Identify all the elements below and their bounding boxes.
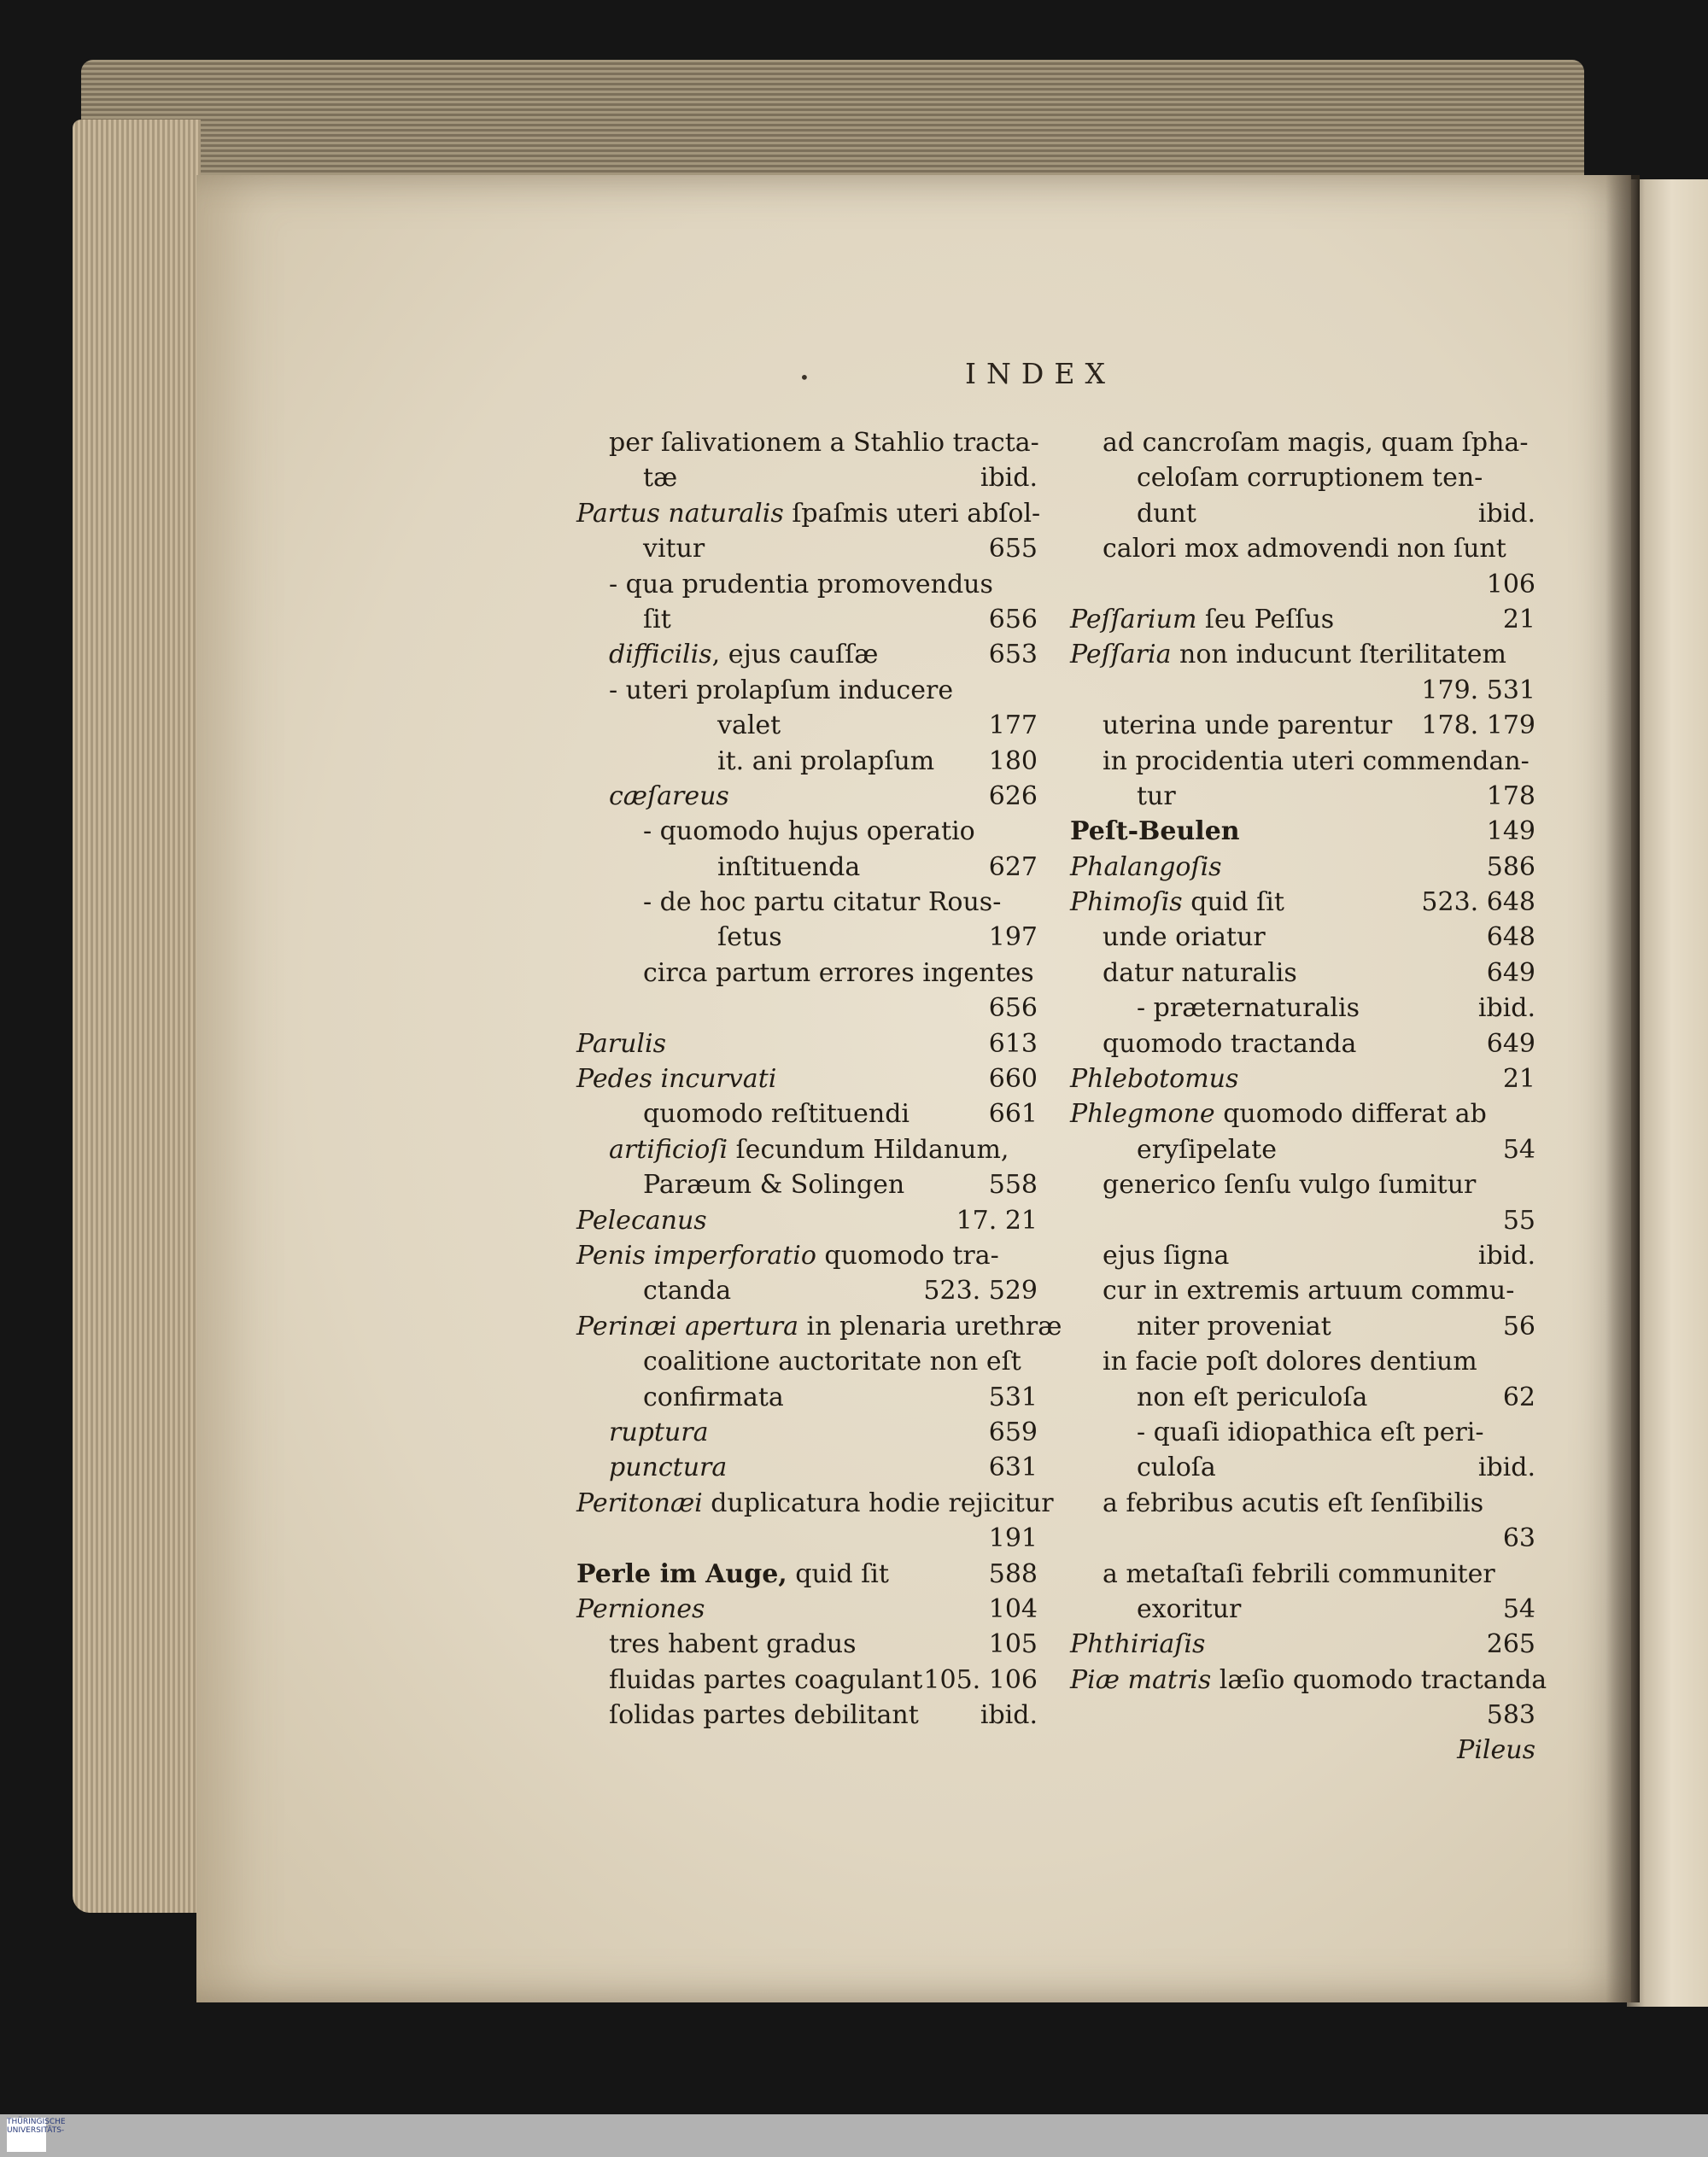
index-line (1070, 1096, 1535, 1131)
index-term: - de hoc partu citatur Rous- (643, 887, 1002, 918)
index-line (576, 1344, 1038, 1379)
index-line (576, 1521, 1038, 1556)
page-reference: 106 (1486, 569, 1535, 599)
index-line (1070, 1203, 1535, 1238)
page-reference: 659 (988, 1417, 1038, 1447)
index-line (576, 1663, 1038, 1698)
index-term: tres habent gradus (609, 1629, 857, 1660)
index-line (1070, 1380, 1535, 1415)
index-term: datur naturalis (1103, 957, 1297, 988)
index-line (576, 885, 1038, 920)
index-term: Peſſarium ſeu Peſſus (1070, 604, 1335, 634)
page-reference: 21 (1502, 1064, 1535, 1095)
index-term: in facie poſt dolores dentium (1103, 1347, 1477, 1377)
page-reference: 649 (1486, 1028, 1535, 1059)
ink-dot: • (799, 367, 810, 388)
index-line (1070, 637, 1535, 672)
page-reference: 149 (1486, 816, 1535, 847)
index-term: ctanda (643, 1276, 732, 1306)
index-line (576, 744, 1038, 779)
index-line (576, 1061, 1038, 1096)
index-term: fluidas partes coagulant (609, 1664, 923, 1695)
index-line (1070, 991, 1535, 1026)
index-term: Piæ matris læſio quomodo tractanda (1070, 1664, 1547, 1695)
index-term: celoſam corruptionem ten- (1137, 463, 1483, 494)
index-term: - uteri prolapſum inducere (609, 675, 954, 705)
index-term: non eſt periculoſa (1137, 1382, 1368, 1412)
index-line (1070, 1698, 1535, 1733)
index-line (576, 531, 1038, 566)
index-line (1070, 1273, 1535, 1308)
index-line (1070, 1167, 1535, 1202)
index-line (1070, 779, 1535, 814)
index-line (576, 567, 1038, 602)
page-reference: 558 (988, 1170, 1038, 1201)
page-reference: 191 (988, 1523, 1038, 1554)
index-line (1070, 1450, 1535, 1485)
page-reference: 626 (988, 780, 1038, 811)
index-line (1070, 1132, 1535, 1167)
page-reference: 54 (1502, 1134, 1535, 1165)
page-reference: 265 (1486, 1629, 1535, 1660)
page-reference: 54 (1502, 1593, 1535, 1624)
index-term: a metaſtaſi febrili communiter (1103, 1558, 1495, 1589)
page-reference: 661 (988, 1099, 1038, 1130)
index-line (1070, 602, 1535, 637)
library-logo-text: THÜRINGISCHE UNIVERSITÄTS- (7, 2118, 66, 2135)
index-term: - qua prudentia promovendus (609, 569, 993, 599)
index-line (1070, 1061, 1535, 1096)
page-edges-top (81, 60, 1584, 188)
index-term: calori mox admovendi non ſunt (1103, 534, 1506, 564)
index-line (576, 708, 1038, 743)
page-reference: 178. 179 (1421, 710, 1535, 741)
index-line (576, 602, 1038, 637)
page-reference: 613 (988, 1028, 1038, 1059)
index-line (1070, 1627, 1535, 1662)
index-line (576, 1026, 1038, 1061)
index-term: tæ (643, 463, 678, 494)
index-term: Phlegmone quomodo differat ab (1070, 1099, 1487, 1130)
viewer-footer-bar (0, 2114, 1708, 2157)
page-reference: 586 (1486, 851, 1535, 882)
index-line (576, 1167, 1038, 1202)
index-term: Pelecanus (576, 1205, 707, 1236)
index-line (576, 1273, 1038, 1308)
page-reference: ibid. (1477, 498, 1535, 529)
index-term: per ſalivationem a Stahlio tracta- (609, 428, 1039, 458)
page-reference: 62 (1502, 1382, 1535, 1412)
page-reference: 531 (988, 1382, 1038, 1412)
index-term: uterina unde parentur (1103, 710, 1393, 741)
index-line (1070, 956, 1535, 991)
index-term: ad cancroſam magis, quam ſpha- (1103, 428, 1529, 458)
page-reference: 588 (988, 1558, 1038, 1589)
catchword: Pileus (1457, 1735, 1535, 1766)
index-line (1070, 531, 1535, 566)
index-term: ſetus (717, 922, 782, 953)
index-term: inſtituenda (717, 851, 861, 882)
page-reference: 55 (1502, 1205, 1535, 1236)
index-term: circa partum errores ingentes (643, 957, 1034, 988)
page-reference: 648 (1486, 922, 1535, 953)
index-term: ſolidas partes debilitant (609, 1700, 919, 1731)
index-line (576, 1698, 1038, 1733)
index-line (1070, 814, 1535, 849)
index-line (576, 637, 1038, 672)
index-line (1070, 920, 1535, 955)
index-term: cur in extremis artuum commu- (1103, 1276, 1515, 1306)
index-term: it. ani prolapſum (717, 745, 935, 776)
index-term: valet (717, 710, 781, 741)
index-term: quomodo reſtituendi (643, 1099, 910, 1130)
page-edges-left (73, 120, 201, 1913)
index-line (1070, 850, 1535, 885)
page-reference: 655 (988, 534, 1038, 564)
page-reference: 649 (1486, 957, 1535, 988)
index-term: Peſt-Beulen (1070, 816, 1240, 847)
page-reference: ibid. (1477, 993, 1535, 1024)
index-line (1070, 1733, 1535, 1768)
index-term: Parulis (576, 1028, 666, 1059)
page-reference: 177 (988, 710, 1038, 741)
index-column-right (1070, 425, 1547, 1768)
index-line (576, 1380, 1038, 1415)
index-line (576, 814, 1038, 849)
index-term: Perniones (576, 1593, 705, 1624)
page-reference: 105 (988, 1629, 1038, 1660)
index-term: Partus naturalis ſpaſmis uteri abſol- (576, 498, 1041, 529)
index-line (576, 991, 1038, 1026)
page-reference: 656 (988, 993, 1038, 1024)
index-term: generico ſenſu vulgo ſumitur (1103, 1170, 1477, 1201)
page-reference: 63 (1502, 1523, 1535, 1554)
index-term: Phalangoſis (1070, 851, 1222, 882)
index-term: vitur (643, 534, 705, 564)
index-term: - quaſi idiopathica eſt peri- (1137, 1417, 1484, 1447)
index-line (576, 1486, 1054, 1521)
index-line (576, 1096, 1038, 1131)
index-term: - quomodo hujus operatio (643, 816, 975, 847)
index-term: - præternaturalis (1137, 993, 1360, 1024)
index-term: Paræum & Solingen (643, 1170, 905, 1201)
page-reference: 178 (1486, 780, 1535, 811)
index-term: dunt (1137, 498, 1196, 529)
index-line (1070, 1592, 1535, 1627)
index-term: difficilis, ejus cauſſæ (609, 640, 879, 670)
page-reference: 180 (988, 745, 1038, 776)
page-reference: 21 (1502, 604, 1535, 634)
page-reference: 656 (988, 604, 1038, 634)
index-term: unde oriatur (1103, 922, 1266, 953)
index-line (1070, 425, 1535, 460)
index-line (576, 1450, 1038, 1485)
index-line (576, 1557, 1038, 1592)
page-reference: 631 (988, 1453, 1038, 1483)
index-line (576, 1592, 1038, 1627)
index-line (576, 1203, 1038, 1238)
index-line (1070, 744, 1535, 779)
index-line (576, 1627, 1038, 1662)
index-term: Phthiriaſis (1070, 1629, 1206, 1660)
index-line (576, 920, 1038, 955)
index-term: quomodo tractanda (1103, 1028, 1357, 1059)
page-reference: 104 (988, 1593, 1038, 1624)
index-term: in procidentia uteri commendan- (1103, 745, 1530, 776)
page-reference: 179. 531 (1421, 675, 1535, 705)
index-term: ſit (643, 604, 671, 634)
index-line (576, 673, 1038, 708)
index-line (576, 1309, 1062, 1344)
index-line (1070, 567, 1535, 602)
page-reference: ibid. (1477, 1240, 1535, 1271)
index-term: Phimoſis quid ſit (1070, 887, 1284, 918)
index-term: artificioſi ſecundum Hildanum, (609, 1134, 1009, 1165)
page-reference: 627 (988, 851, 1038, 882)
index-line (1070, 496, 1535, 531)
page-reference: ibid. (980, 1700, 1038, 1731)
index-line (1070, 673, 1535, 708)
page-reference: 660 (988, 1064, 1038, 1095)
index-line (576, 496, 1041, 531)
index-line (576, 1238, 1038, 1273)
index-line (1070, 1663, 1547, 1698)
index-term: eryſipelate (1137, 1134, 1277, 1165)
index-line (1070, 708, 1535, 743)
index-column-left (576, 425, 1062, 1733)
index-term: Perinæi apertura in plenaria urethræ (576, 1311, 1062, 1342)
index-line (576, 1132, 1038, 1167)
index-line (576, 1415, 1038, 1450)
page-gutter (1606, 175, 1640, 2002)
index-line (576, 956, 1038, 991)
index-term: Perle im Auge, quid ſit (576, 1558, 889, 1589)
index-term: ejus ſigna (1103, 1240, 1230, 1271)
index-term: exoritur (1137, 1593, 1242, 1624)
page-reference: 583 (1486, 1700, 1535, 1731)
page-reference: 17. 21 (956, 1205, 1038, 1236)
index-line (576, 850, 1038, 885)
index-line (1070, 1309, 1535, 1344)
index-term: Penis imperforatio quomodo tra- (576, 1240, 999, 1271)
index-line (1070, 1238, 1535, 1273)
index-term: Peſſaria non inducunt ſterilitatem (1070, 640, 1507, 670)
page-reference: 523. 529 (923, 1276, 1038, 1306)
index-line (576, 460, 1038, 495)
index-line (1070, 1557, 1535, 1592)
index-term: cæſareus (609, 780, 729, 811)
index-term: Peritonæi duplicatura hodie rejicitur (576, 1488, 1054, 1518)
page-reference: 653 (988, 640, 1038, 670)
index-term: a febribus acutis eſt ſenſibilis (1103, 1488, 1484, 1518)
index-term: punctura (609, 1453, 728, 1483)
page-reference: ibid. (980, 463, 1038, 494)
index-line (1070, 1026, 1535, 1061)
index-line (576, 779, 1038, 814)
library-logo (7, 2118, 66, 2152)
index-line (1070, 1521, 1535, 1556)
index-term: confirmata (643, 1382, 784, 1412)
index-term: niter proveniat (1137, 1311, 1331, 1342)
index-line (1070, 1344, 1535, 1379)
page-header: INDEX (965, 357, 1115, 390)
page-reference: 523. 648 (1421, 887, 1535, 918)
index-term: coalitione auctoritate non eſt (643, 1347, 1021, 1377)
page-reference: ibid. (1477, 1453, 1535, 1483)
index-term: tur (1137, 780, 1176, 811)
index-line (1070, 460, 1535, 495)
page-reference: 56 (1502, 1311, 1535, 1342)
page-reference: 105. 106 (923, 1664, 1038, 1695)
index-term: culoſa (1137, 1453, 1216, 1483)
index-line (1070, 1486, 1535, 1521)
index-term: Phlebotomus (1070, 1064, 1239, 1095)
index-term: Pedes incurvati (576, 1064, 777, 1095)
index-line (1070, 1415, 1535, 1450)
index-term: ruptura (609, 1417, 709, 1447)
index-line (576, 425, 1038, 460)
index-line (1070, 885, 1535, 920)
page-reference: 197 (988, 922, 1038, 953)
